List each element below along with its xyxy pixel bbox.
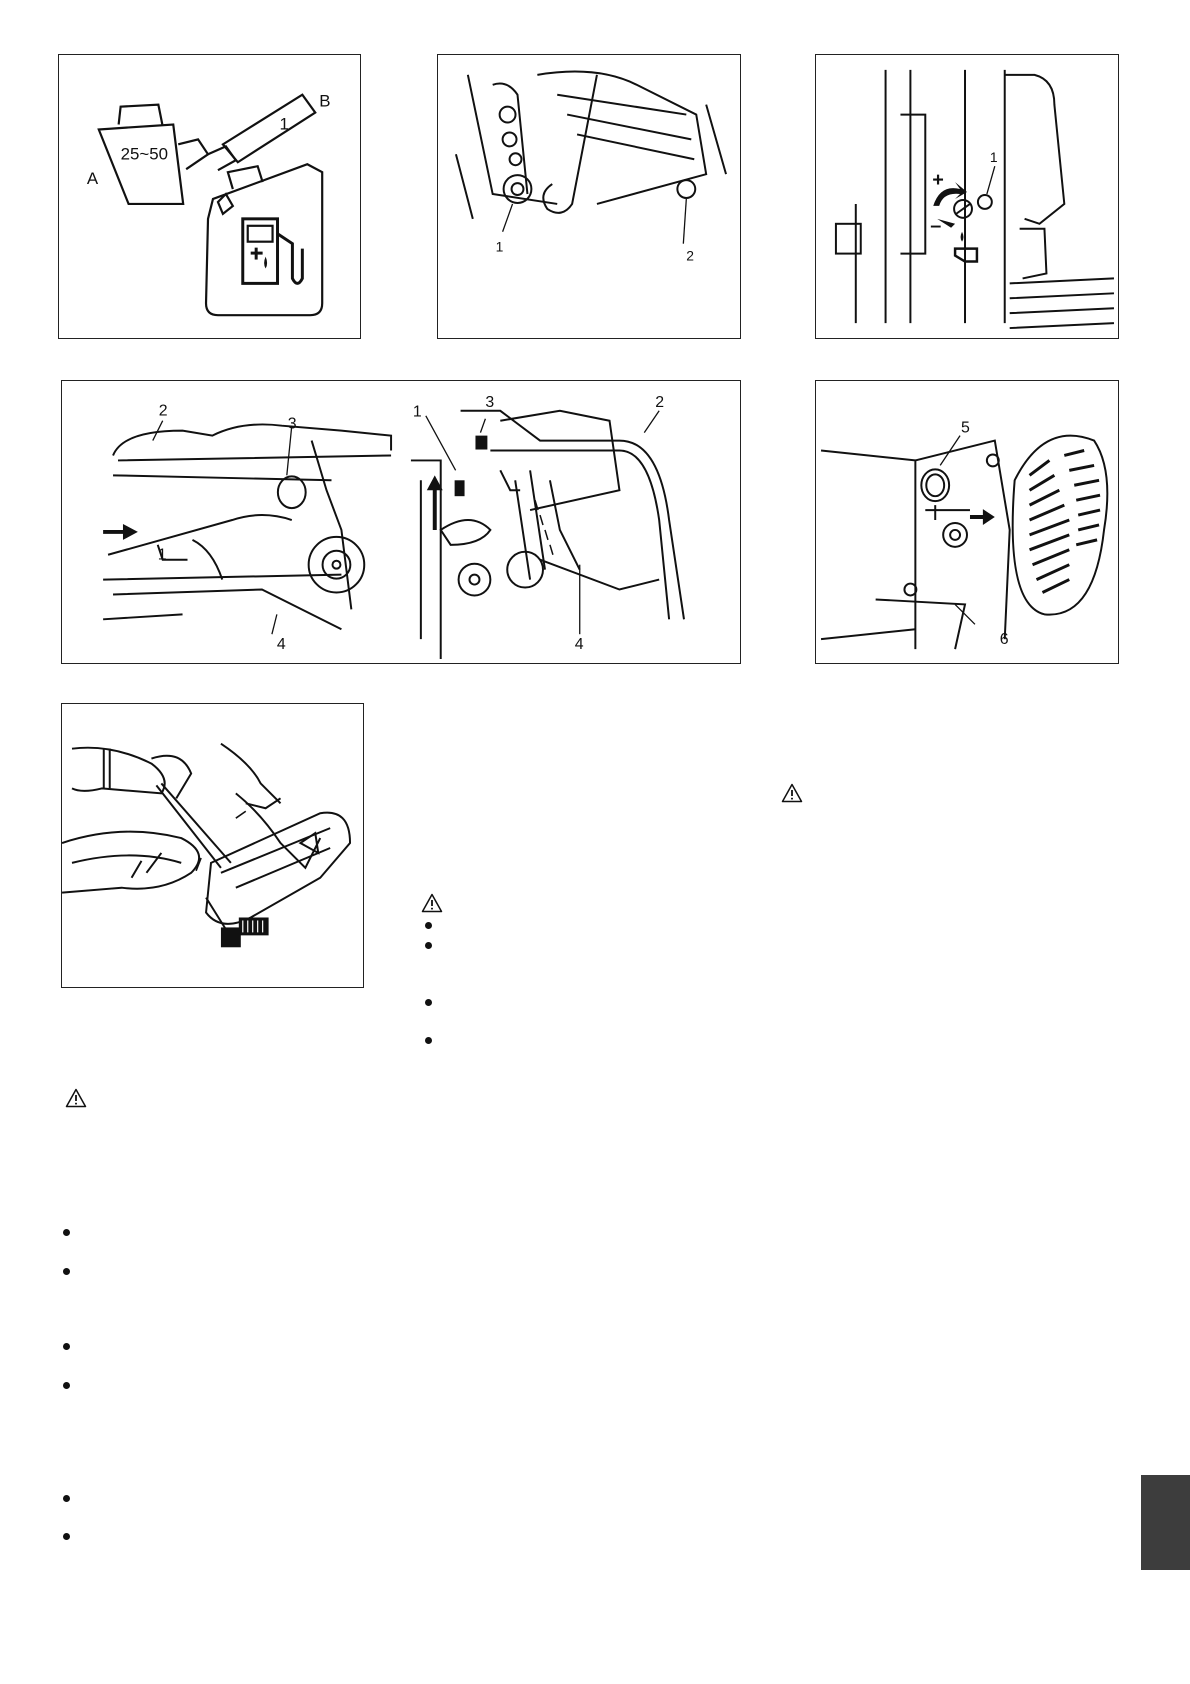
bullet-icon <box>63 1229 70 1236</box>
figure-fuel-mixing <box>58 54 361 339</box>
bullet-icon <box>425 922 432 929</box>
figure-choke-lever <box>815 380 1119 664</box>
figure4-right-label-2: 2 <box>655 393 665 411</box>
bullet-icon <box>63 1382 70 1389</box>
figure-oil-pump-adjustment <box>815 54 1119 339</box>
warning-triangle-icon <box>65 1088 87 1108</box>
bullet-icon <box>425 1037 432 1044</box>
bullet-icon <box>63 1343 70 1350</box>
warning-triangle-icon <box>781 783 803 803</box>
choke-lever-illustration <box>816 381 1118 663</box>
figure5-label-6: 6 <box>999 631 1009 649</box>
oil-pump-adjustment-illustration <box>816 55 1118 338</box>
figure4-right-label-4: 4 <box>574 636 584 654</box>
figure-chain-tensioner <box>437 54 741 339</box>
bullet-icon <box>63 1495 70 1502</box>
figure-pull-starter <box>61 703 364 988</box>
figure3-label-1: 1 <box>989 149 998 166</box>
bullet-icon <box>63 1533 70 1540</box>
chain-brake-illustration <box>62 381 740 663</box>
figure4-right-label-3: 3 <box>485 393 495 411</box>
figure5-label-5: 5 <box>961 419 970 437</box>
pull-starter-illustration <box>62 704 363 987</box>
figure4-left-label-2: 2 <box>158 402 168 420</box>
figure-chain-brake <box>61 380 741 664</box>
chapter-side-tab <box>1141 1475 1190 1570</box>
figure2-label-1: 1 <box>495 238 504 255</box>
bullet-icon <box>63 1268 70 1275</box>
bullet-icon <box>425 942 432 949</box>
figure1-label-b: B <box>319 91 331 111</box>
bullet-icon <box>425 999 432 1006</box>
figure4-left-label-1: 1 <box>157 546 167 564</box>
figure1-label-ratio: 25~50 <box>120 144 169 164</box>
figure1-label-1: 1 <box>279 114 289 134</box>
chain-tensioner-illustration <box>438 55 740 338</box>
figure1-label-a: A <box>86 169 99 189</box>
warning-triangle-icon <box>421 893 443 913</box>
figure2-label-2: 2 <box>686 247 695 264</box>
figure4-right-label-1: 1 <box>412 403 422 421</box>
fuel-mixing-illustration <box>59 55 360 338</box>
figure3-label-plus: + <box>932 169 944 192</box>
figure4-left-label-4: 4 <box>276 636 286 654</box>
figure3-label-minus: – <box>930 214 942 237</box>
figure4-left-label-3: 3 <box>287 415 297 433</box>
